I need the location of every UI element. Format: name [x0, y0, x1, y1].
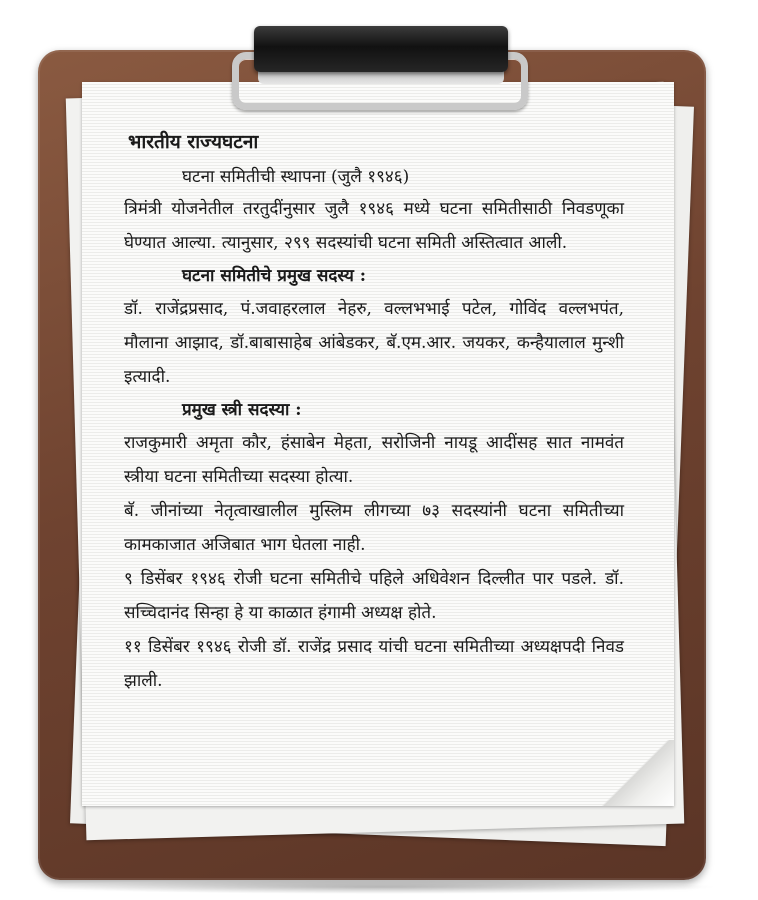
muslim-league-paragraph: बॅ. जीनांच्या नेतृत्वाखालील मुस्लिम लीगच्या ७३ सदस्यांनी घटना समितीच्या कामकाजात अजिबात भाग घेतला नाही. [124, 501, 624, 555]
document-body [124, 124, 624, 698]
women-members-paragraph: राजकुमारी अमृता कौर, हंसाबेन मेहता, सरोजिनी नायडू आदींसह सात नामवंत स्त्रीया घटना समितीच्या सदस्या होत्या. [124, 433, 624, 487]
board-shadow [40, 880, 720, 894]
members-paragraph: डॉ. राजेंद्रप्रसाद, पं.जवाहरलाल नेहरु, वल्लभभाई पटेल, गोविंद वल्लभपंत, मौलाना आझाद, डॉ.बाबासाहेब आंबेडकर, बॅ.एम.आर. जयकर, कन्हैयालाल मुन्शी इत्यादी. [124, 299, 624, 387]
women-members-heading: प्रमुख स्त्री सदस्या : [182, 400, 302, 420]
clip-bar [254, 26, 508, 72]
document-subtitle: घटना समितीची स्थापना (जुलै १९४६) [182, 167, 410, 187]
members-heading: घटना समितीचे प्रमुख सदस्य : [182, 266, 367, 286]
intro-paragraph: त्रिमंत्री योजनेतील तरतुदींनुसार जुलै १९४६ मध्ये घटना समितीसाठी निवडणूका घेण्यात आल्या. त्यानुसार, २९९ सदस्यांची घटना समिती अस्तित्वात आली. [124, 199, 624, 253]
clip-plate [258, 70, 504, 84]
first-session-paragraph: ९ डिसेंबर १९४६ रोजी घटना समितीचे पहिले अधिवेशन दिल्लीत पार पडले. डॉ. सच्चिदानंद सिन्हा हे या काळात हंगामी अध्यक्ष होते. [124, 569, 624, 623]
document-title: भारतीय राज्यघटना [128, 131, 259, 153]
president-paragraph: ११ डिसेंबर १९४६ रोजी डॉ. राजेंद्र प्रसाद यांची घटना समितीच्या अध्यक्षपदी निवड झाली. [124, 637, 624, 691]
